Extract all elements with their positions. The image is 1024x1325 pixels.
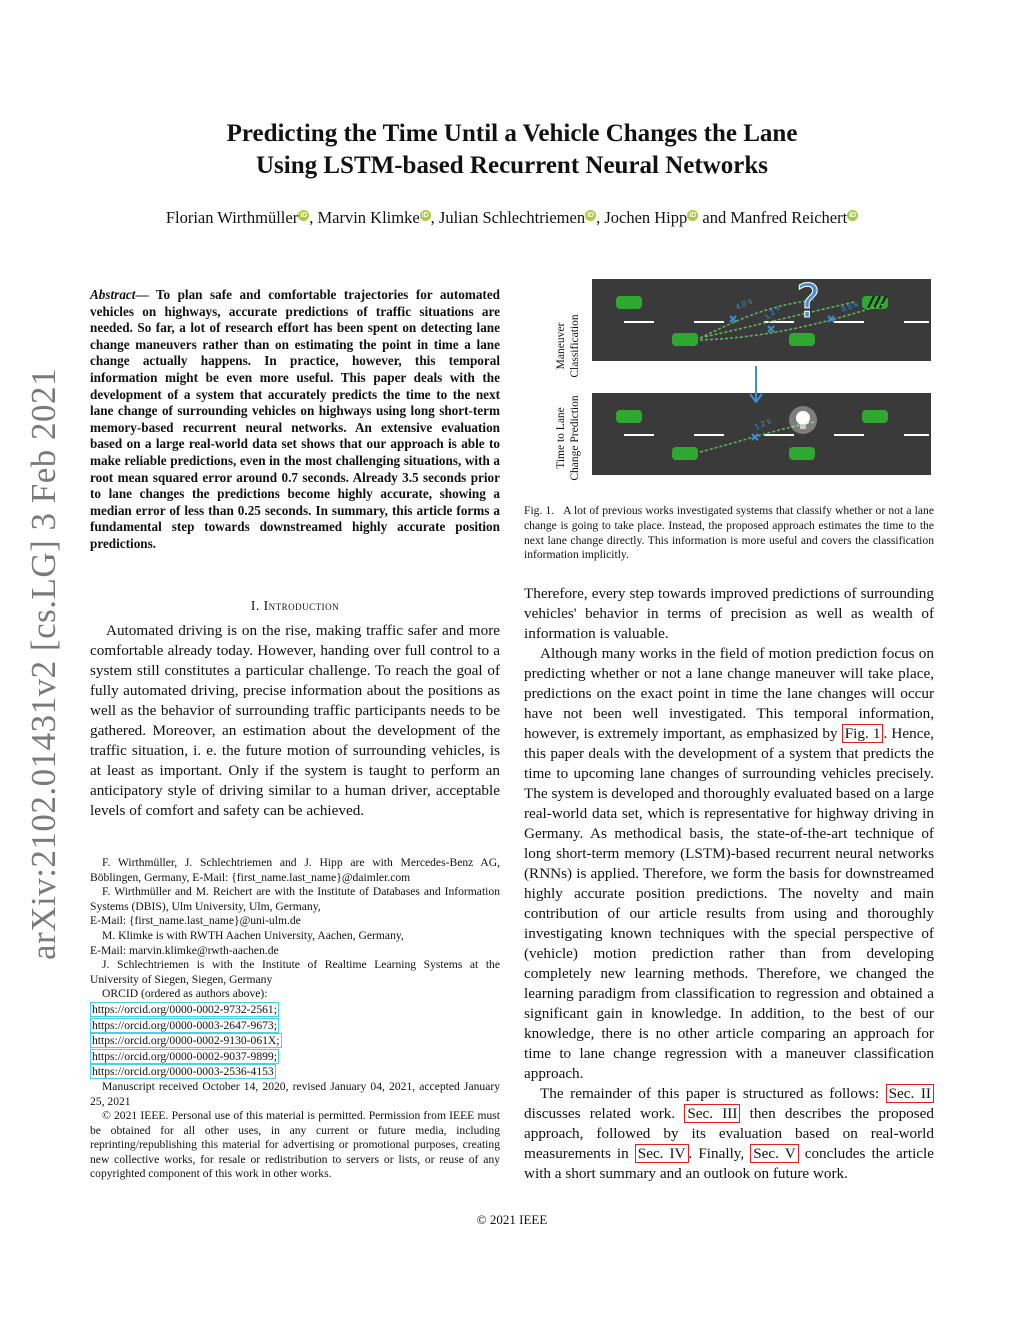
title-line-1: Predicting the Time Until a Vehicle Changes the Lane [226, 120, 798, 147]
road-bottom [592, 392, 931, 476]
author-name: Julian Schlechtriemen [438, 208, 586, 227]
label-maneuver: Maneuver [555, 322, 567, 370]
car-icon [672, 333, 698, 346]
author-name: Florian Wirthmüller [165, 208, 299, 227]
car-icon [862, 410, 888, 423]
paragraph: The remainder of this paper is structured as follows: Sec. II discusses related work. Sec. III then describes the proposed approach, followed by its evaluation based on real-world measurements in Sec. IV . Finally, Sec. V concludes the article with a short summary and an outlook on future work. [524, 1085, 934, 1182]
orcid-icon[interactable]: iD [421, 211, 429, 219]
time-label: 3.5 s [839, 299, 859, 314]
figure-1-illustration [524, 272, 934, 497]
paragraph: Therefore, every step towards improved predictions of surrounding vehicles' behavior in terms of precision as well as wealth of information is valuable. [524, 585, 934, 642]
footnote: ORCID (ordered as authors above): [102, 987, 268, 1001]
figure-1 [524, 272, 934, 497]
section-reference-link[interactable]: Sec. V [750, 1144, 798, 1163]
abstract-text: To plan safe and comfortable trajectories for automated vehicles on highways, accurate predictions of traffic situations are needed. So far, a lot of research effort has been spent on detecting lane change maneuvers rather than on estimating the point in time a lane change actually happens. In practice, however, this temporal information might be even more useful. This paper deals with the development of a system that accurately predicts the time to the next lane change of surrounding vehicles on highways using long short-term memory-based recurrent neural networks. An extensive evaluation based on a large real-world data set shows that our approach is able to make reliable predictions, even in the most challenging situations, with a root mean squared error around 0.7 seconds. Already 3.5 seconds prior to lane changes the predictions become highly accurate, showing a median error of less than 0.25 seconds. In summary, this article forms a fundamental step towards downstreamed highly accurate position predictions. [90, 287, 501, 551]
question-mark-icon: ? [796, 274, 821, 328]
orcid-link[interactable]: https://orcid.org/0000-0003-2647-9673; [92, 1018, 277, 1032]
car-icon [789, 447, 815, 460]
lightbulb-icon [789, 406, 817, 434]
author-name: Marvin Klimke [317, 208, 420, 227]
footnote: M. Klimke is with RWTH Aachen University, Aachen, Germany, [102, 928, 404, 942]
author-list: Florian Wirthmüller iD , Marvin Klimke iD , Julian Schlechtriemen iD , Jochen Hipp iD and Manfred Reichert iD [165, 208, 857, 227]
orcid-icon[interactable]: iD [849, 211, 857, 219]
section-title: Introduction [263, 598, 340, 613]
arxiv-stamp: arXiv:2102.01431v2 [cs.LG] 3 Feb 2021 [24, 367, 63, 960]
footnote: E-Mail: marvin.klimke@rwth-aachen.de [90, 943, 279, 957]
car-icon [672, 447, 698, 460]
road-top [592, 278, 931, 362]
footnote: E-Mail: {first_name.last_name}@uni-ulm.de [90, 914, 301, 928]
orcid-link[interactable]: https://orcid.org/0000-0002-9037-9899; [92, 1049, 277, 1063]
abstract-lead: Abstract [90, 287, 136, 302]
arrow-down-icon [750, 366, 762, 402]
label-change-prediction: Change Prediction [569, 395, 581, 481]
orcid-link[interactable]: https://orcid.org/0000-0003-2536-4153 [92, 1065, 274, 1079]
footnotes [90, 856, 500, 1182]
footnote: Manuscript received October 14, 2020, revised January 04, 2021, accepted January 25, 2021 [90, 1079, 500, 1108]
orcid-link[interactable]: https://orcid.org/0000-0002-9130-061X; [92, 1034, 280, 1048]
orcid-icon[interactable]: iD [587, 211, 595, 219]
orcid-icon[interactable]: iD [689, 211, 697, 219]
footnote: © 2021 IEEE. Personal use of this material is permitted. Permission from IEEE must be obtained for all other uses, in any current or future media, including reprinting/republishing this material for advertising or promotional purposes, creating new collective works, for resale or redistribution to servers or lists, or reuse of any copyrighted component of this work in other works. [90, 1109, 500, 1181]
footnote: J. Schlechtriemen is with the Institute of Realtime Learning Systems at the University of Siegen, Siegen, Germany [90, 958, 500, 986]
car-icon [616, 296, 642, 309]
page-footer: © 2021 IEEE [476, 1212, 548, 1227]
orcid-icon[interactable]: iD [300, 211, 308, 219]
paragraph: Although many works in the field of motion prediction focus on predicting whether or not a lane change maneuver will take place, predictions on the exact point in time the lane changes will occur have not been well investigated. This temporal information, however, is extremely important, as emphasized by Fig. 1 . Hence, this paper deals with the development of a system that predicts the time to upcoming lane changes of surrounding vehicles precisely. The system is developed and thoroughly evaluated based on a large real-world data set, which is representative for highway driving in Germany. As methodical basis, the state-of-the-art technique of long short-term memory (LSTM)-based recurrent neural networks (RNNs) is applied. Therefore, we form the basis for downstreamed highly accurate position predictions. The novelty and main contribution of our article results from using and thoroughly investigating known techniques with the special perspective of (vehicle) motion prediction rather than from developing completely new learning methods. Therefore, we changed the learning paradigm from classification to regression and obtained a significant gain in knowledge. In addition, to the best of our knowledge, there is no other article comparing an approach for time to lane change regression with a maneuver classification approach. [524, 645, 935, 1082]
section-heading-introduction: I. Introduction [250, 598, 340, 613]
right-body [524, 584, 934, 1184]
paper-title [0, 118, 1024, 182]
figure-reference-link[interactable]: Fig. 1 [842, 724, 884, 743]
time-label: 4.0 s [734, 296, 754, 312]
abstract: Abstract— To plan safe and comfortable trajectories for automated vehicles on highways, accurate predictions of traffic situations are needed. So far, a lot of research effort has been spent on detecting lane change maneuvers rather than on estimating the point in time a lane change actually happens. In practice, however, this temporal information might be even more useful. This paper deals with the development of a system that accurately predicts the time to the next lane change of surrounding vehicles on highways using long short-term memory-based recurrent neural networks. An extensive evaluation based on a large real-world data set shows that our approach is able to make reliable predictions, even in the most challenging situations, with a root mean squared error around 0.7 seconds. Already 3.5 seconds prior to lane changes the predictions become highly accurate, showing a median error of less than 0.25 seconds. In summary, this article forms a fundamental step towards downstreamed highly accurate position predictions. [90, 287, 501, 551]
caption-text: A lot of previous works investigated systems that classify whether or not a lane change is going to take place. Instead, the proposed approach estimates the time to the next lane change directly. This information is more useful and covers the classification information implicitly. [524, 504, 934, 562]
time-label: 1.2 s [762, 303, 782, 322]
time-label: 1.2 s [753, 416, 773, 432]
footnote: F. Wirthmüller and M. Reichert are with the Institute of Databases and Information Systems (DBIS), Ulm University, Ulm, Germany, [90, 885, 500, 913]
footnote: F. Wirthmüller, J. Schlechtriemen and J. Hipp are with Mercedes-Benz AG, Böblingen, Germany, E-Mail: {first_name.last_name}@daimler.com [90, 856, 500, 884]
paragraph: Automated driving is on the rise, making traffic safer and more comfortable already today. However, handing over full control to a system still constitutes a particular challenge. To reach the goal of fully automated driving, precise information about the positions as well as the behavior of surrounding traffic participants needs to be gathered. Moreover, an estimation about the development of the traffic situation, i. e. the future motion of surrounding vehicles, is at least as important. Only if the system is taught to perform an anticipatory style of driving similar to a human driver, acceptable levels of comfort and safety can be achieved. [90, 622, 500, 819]
figure-caption [524, 504, 934, 563]
caption-label: Fig. 1. [524, 504, 555, 517]
section-reference-link[interactable]: Sec. IV [635, 1144, 689, 1163]
author-name: Jochen Hipp [604, 208, 688, 227]
car-icon [789, 333, 815, 346]
section-reference-link[interactable]: Sec. III [684, 1104, 740, 1123]
section-reference-link[interactable]: Sec. II [886, 1084, 934, 1103]
author-name: Manfred Reichert [730, 208, 848, 227]
car-icon [616, 410, 642, 423]
intro-body [90, 621, 500, 821]
title-line-2: Using LSTM-based Recurrent Neural Networks [255, 152, 768, 179]
label-classification: Classification [569, 314, 581, 378]
label-time-to-lane: Time to Lane [555, 407, 567, 469]
orcid-link[interactable]: https://orcid.org/0000-0002-9732-2561; [92, 1002, 277, 1016]
